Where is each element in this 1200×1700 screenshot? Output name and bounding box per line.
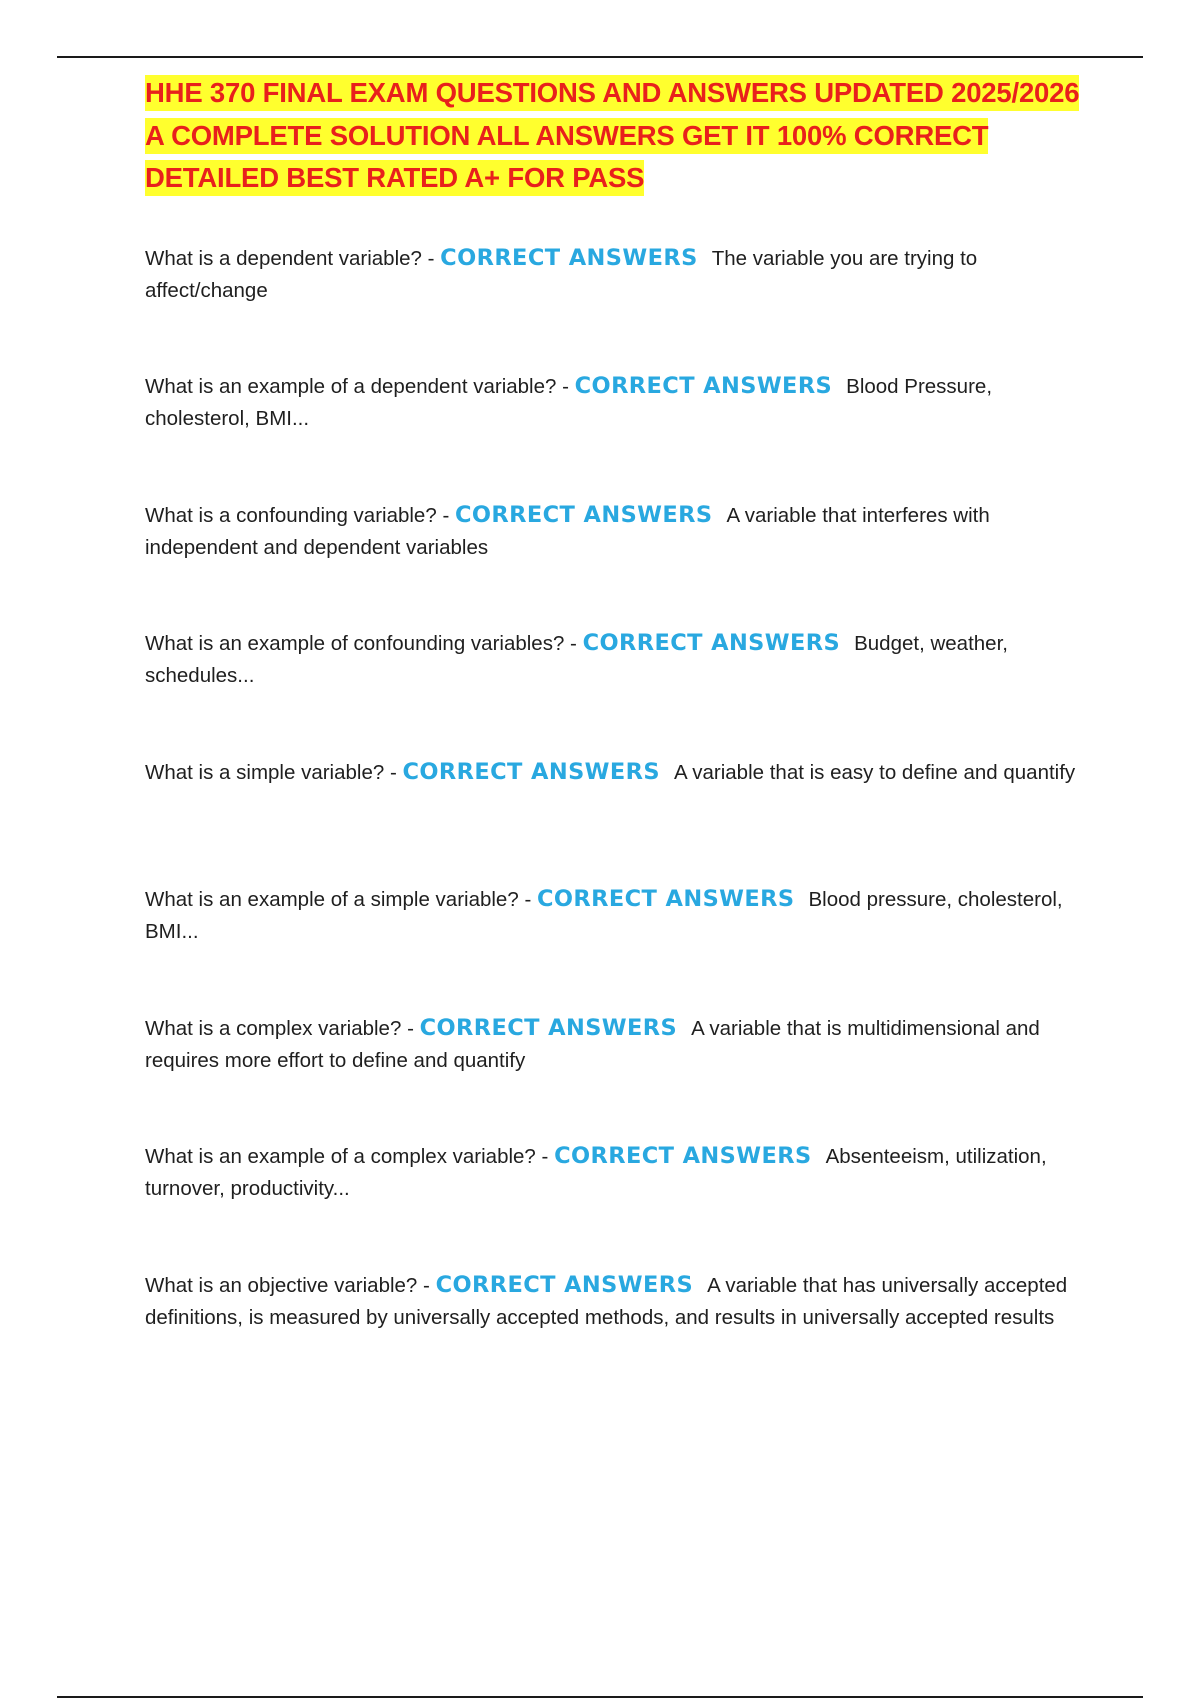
- separator: -: [518, 888, 537, 911]
- document-title-text: HHE 370 FINAL EXAM QUESTIONS AND ANSWERS UPDATED 2025/2026 A COMPLETE SOLUTION ALL ANSWERS GET IT 100% CORRECT DETAILED BEST RATED A+ FOR PASS: [145, 75, 1079, 196]
- qa-item: [145, 756, 1085, 820]
- question-text: What is a simple variable?: [145, 760, 385, 784]
- correct-answers-tag: CORRECT ANSWERS: [536, 886, 795, 912]
- question-text: What is an example of confounding variables?: [145, 632, 565, 655]
- separator: -: [436, 503, 455, 527]
- correct-answers-tag: CORRECT ANSWERS: [574, 373, 833, 399]
- correct-answers-tag: CORRECT ANSWERS: [440, 244, 698, 271]
- correct-answers-tag: CORRECT ANSWERS: [435, 1271, 694, 1298]
- answer-text: A variable that is multidimensional and requires more effort to define and quantify: [145, 1016, 1040, 1072]
- top-rule: [57, 56, 1143, 58]
- correct-answers-tag: CORRECT ANSWERS: [554, 1143, 812, 1169]
- question-text: What is a confounding variable?: [145, 503, 437, 527]
- correct-answers-tag: CORRECT ANSWERS: [582, 630, 841, 656]
- question-text: What is an example of a complex variable?: [145, 1145, 536, 1168]
- qa-item: [145, 1140, 1085, 1205]
- qa-item: [145, 1269, 1085, 1365]
- document-body: [145, 72, 1085, 1428]
- question-text: What is a complex variable?: [145, 1016, 402, 1040]
- separator: -: [384, 760, 403, 784]
- answer-text: A variable that is easy to define and quantify: [674, 760, 1076, 784]
- correct-answers-tag: CORRECT ANSWERS: [419, 1014, 678, 1041]
- answer-text: A variable that has universally accepted definitions, is measured by universally accepted methods, and results in universally accepted results: [145, 1273, 1068, 1329]
- qa-item: [145, 499, 1085, 564]
- answer-text: Budget, weather, schedules...: [145, 632, 1008, 687]
- bottom-rule: [57, 1696, 1143, 1698]
- document-title: [145, 72, 1085, 200]
- correct-answers-tag: CORRECT ANSWERS: [402, 758, 661, 785]
- separator: -: [417, 1273, 436, 1297]
- qa-item: [145, 1012, 1085, 1077]
- qa-item: [145, 242, 1085, 307]
- answer-text: Blood pressure, cholesterol, BMI...: [145, 888, 1063, 943]
- separator: -: [401, 1016, 420, 1040]
- correct-answers-tag: CORRECT ANSWERS: [454, 501, 713, 528]
- question-text: What is a dependent variable?: [145, 246, 422, 270]
- answer-text: The variable you are trying to affect/change: [145, 246, 978, 302]
- qa-item: [145, 627, 1085, 692]
- qa-item: [145, 370, 1085, 435]
- answer-text: Blood Pressure, cholesterol, BMI...: [145, 375, 993, 430]
- qa-list: [145, 242, 1085, 1365]
- separator: -: [556, 375, 575, 398]
- separator: -: [564, 632, 583, 655]
- answer-text: Absenteeism, utilization, turnover, productivity...: [145, 1145, 1047, 1200]
- question-text: What is an example of a dependent variable?: [145, 375, 557, 398]
- question-text: What is an example of a simple variable?: [145, 888, 519, 911]
- answer-text: A variable that interferes with independent and dependent variables: [145, 503, 990, 559]
- separator: -: [421, 246, 441, 270]
- question-text: What is an objective variable?: [145, 1273, 418, 1297]
- separator: -: [535, 1145, 555, 1168]
- qa-item: [145, 883, 1085, 948]
